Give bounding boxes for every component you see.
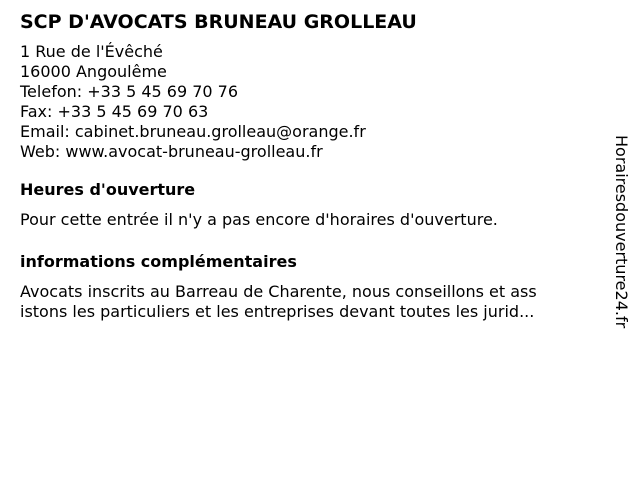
city-address: 16000 Angoulême [20,62,167,81]
contact-block [20,42,590,162]
email-address: Email: cabinet.bruneau.grolleau@orange.fr [20,122,366,141]
street-address: 1 Rue de l'Évêché [20,42,163,61]
business-name: SCP D'AVOCATS BRUNEAU GROLLEAU [20,11,417,33]
business-card [20,10,590,322]
additional-info-line: istons les particuliers et les entreprises devant toutes les jurid... [20,302,535,321]
site-brand-watermark: Horairesdouverture24.fr [612,135,631,329]
additional-info-line: Avocats inscrits au Barreau de Charente, nous conseillons et ass [20,282,537,301]
opening-hours-heading: Heures d'ouverture [20,180,196,199]
opening-hours-text: Pour cette entrée il n'y a pas encore d'horaires d'ouverture. [20,210,498,229]
additional-info-heading: informations complémentaires [20,252,297,271]
website-address: Web: www.avocat-bruneau-grolleau.fr [20,142,323,161]
phone-number: Telefon: +33 5 45 69 70 76 [20,82,239,101]
additional-info-text [20,282,590,322]
fax-number: Fax: +33 5 45 69 70 63 [20,102,209,121]
